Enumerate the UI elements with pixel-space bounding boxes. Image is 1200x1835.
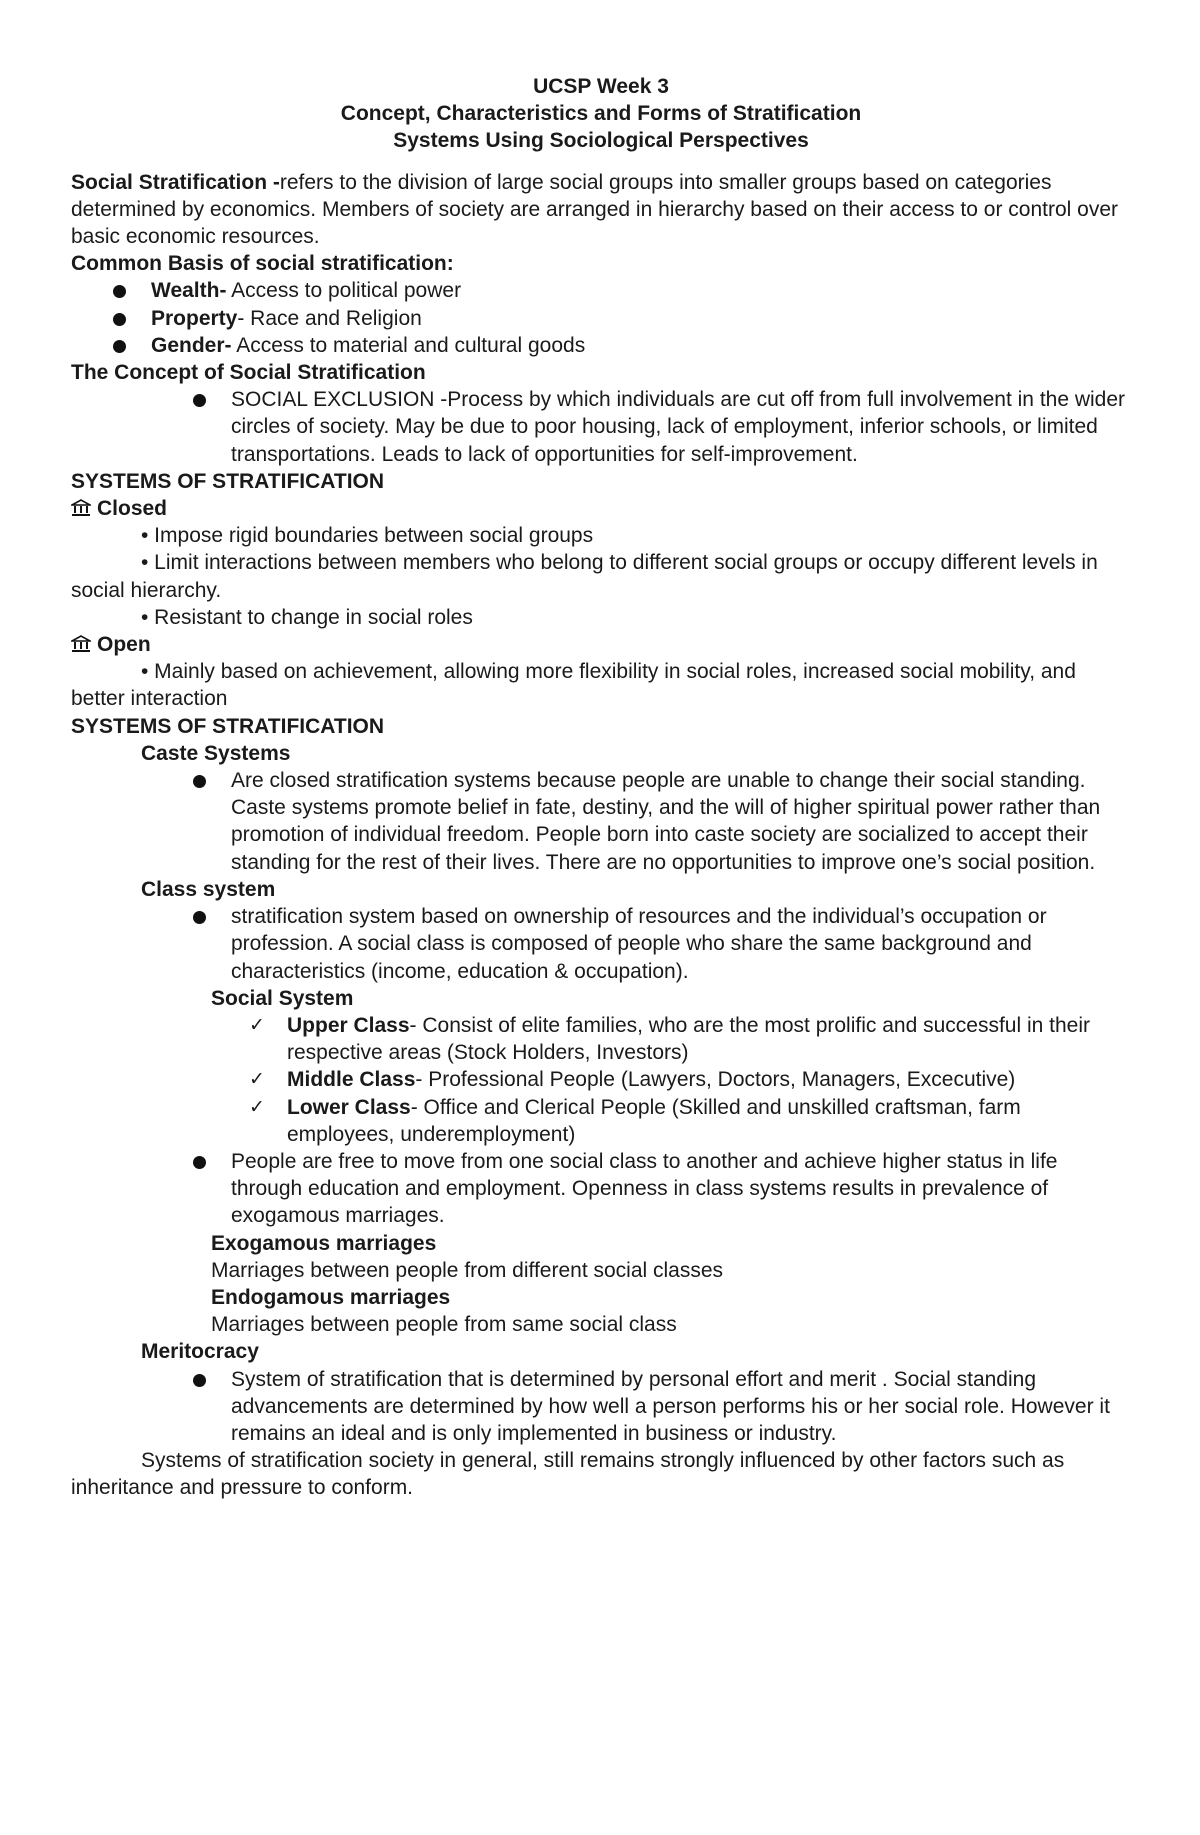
caste-list <box>71 767 1131 876</box>
document-page <box>71 73 1131 1502</box>
basis-term: Gender- <box>151 333 232 357</box>
closed-item: • Impose rigid boundaries between social groups <box>141 524 594 548</box>
list-item <box>71 903 1131 985</box>
basis-term: Property <box>151 306 238 330</box>
list-item <box>71 767 1131 876</box>
class-description: - Professional People (Lawyers, Doctors, Managers, Excecutive) <box>415 1068 1016 1092</box>
systems-heading-2: SYSTEMS OF STRATIFICATION <box>71 714 385 738</box>
title-line-1: UCSP Week 3 <box>533 75 669 98</box>
list-item <box>71 332 1131 359</box>
basis-term: Wealth- <box>151 279 227 303</box>
bullet-icon <box>113 285 126 298</box>
social-class-list <box>71 1012 1131 1148</box>
social-system-heading: Social System <box>211 986 354 1010</box>
list-item <box>71 1066 1131 1093</box>
bullet-icon <box>193 394 206 407</box>
checkmark-icon: ✓ <box>249 1068 265 1091</box>
conclusion-paragraph: Systems of stratification society in general, still remains strongly influenced by other factors such as inheritance and pressure to conform. <box>71 1449 1065 1500</box>
concept-text: Process by which individuals are cut off from full involvement in the wider circles of society. May be due to poor housing, lack of employment, inferior schools, or limited transportations. Leads to lack of opportunities for self-improvement. <box>231 388 1126 466</box>
definition-term: Social Stratification - <box>71 170 280 194</box>
definition-paragraph <box>71 169 1131 223</box>
caste-text: Are closed stratification systems because people are unable to change their social standing. Caste systems promote belief in fate, destiny, and the will of higher spiritual power rather than promotion of individual freedom. People born into caste society are socialized to accept their standing for the rest of their lives. There are no opportunities to improve one’s social position. <box>231 769 1101 874</box>
class-heading: Class system <box>141 877 276 901</box>
bank-icon <box>71 635 91 653</box>
endogamous-heading: Endogamous marriages <box>211 1285 451 1309</box>
basis-text: - Race and Religion <box>237 306 422 330</box>
list-item <box>71 386 1131 468</box>
exogamous-text: Marriages between people from different social classes <box>211 1258 724 1282</box>
list-item <box>71 1012 1131 1066</box>
common-basis-list <box>71 277 1131 359</box>
title-line-3: Systems Using Sociological Perspectives <box>393 129 809 153</box>
meritocracy-heading: Meritocracy <box>141 1340 259 1364</box>
list-item <box>71 277 1131 304</box>
basis-text: Access to material and cultural goods <box>231 333 586 357</box>
endogamous-text: Marriages between people from same social class <box>211 1313 677 1337</box>
list-item <box>71 1094 1131 1148</box>
open-label: Open <box>97 633 151 657</box>
class-term: Middle Class <box>287 1068 416 1092</box>
class-term: Upper Class <box>287 1013 410 1037</box>
list-item <box>71 1148 1131 1230</box>
closed-label: Closed <box>97 497 168 521</box>
class-text: stratification system based on ownership of resources and the individual’s occupation or profession. A social class is composed of people who share the same background and characteristics (income, education & occupation). <box>231 905 1047 983</box>
checkmark-icon: ✓ <box>249 1095 265 1118</box>
concept-term: SOCIAL EXCLUSION - <box>231 388 448 412</box>
checkmark-icon: ✓ <box>249 1013 265 1036</box>
concept-list <box>71 386 1131 468</box>
open-item: • Mainly based on achievement, allowing more flexibility in social roles, increased social mobility, and better interaction <box>71 660 1076 711</box>
class-description: - Office and Clerical People (Skilled and unskilled craftsman, farm employees, underemployment) <box>287 1095 1021 1146</box>
class-term: Lower Class <box>287 1095 411 1119</box>
open-heading <box>71 631 1131 658</box>
systems-heading-1: SYSTEMS OF STRATIFICATION <box>71 469 385 493</box>
bullet-icon <box>193 911 206 924</box>
bullet-icon <box>113 313 126 326</box>
bullet-icon <box>193 1156 206 1169</box>
list-item <box>71 1366 1131 1448</box>
mobility-list <box>71 1148 1131 1230</box>
bullet-icon <box>113 340 126 353</box>
document-title <box>71 73 1131 155</box>
common-basis-heading: Common Basis of social stratification: <box>71 252 454 276</box>
definition-text-continued: basic economic resources. <box>71 225 320 249</box>
title-line-2: Concept, Characteristics and Forms of Stratification <box>340 102 862 126</box>
bullet-icon <box>193 775 206 788</box>
list-item <box>71 305 1131 332</box>
concept-heading: The Concept of Social Stratification <box>71 361 426 385</box>
closed-item: • Limit interactions between members who belong to different social groups or occupy different levels in social hierarchy. <box>71 551 1098 602</box>
meritocracy-text: System of stratification that is determined by personal effort and merit . Social standing advancements are determined by how well a person performs his or her social role. However it remains an ideal and is only implemented in business or industry. <box>231 1367 1110 1445</box>
meritocracy-list <box>71 1366 1131 1448</box>
caste-heading: Caste Systems <box>141 741 291 765</box>
mobility-text: People are free to move from one social class to another and achieve higher status in life through education and employment. Openness in class systems results in prevalence of exogamous marriages. <box>231 1149 1058 1228</box>
closed-item: • Resistant to change in social roles <box>141 605 473 629</box>
basis-text: Access to political power <box>226 279 462 303</box>
closed-heading <box>71 495 1131 522</box>
bank-icon <box>71 499 91 517</box>
exogamous-heading: Exogamous marriages <box>211 1231 437 1255</box>
class-description: - Consist of elite families, who are the most prolific and successful in their respective areas (Stock Holders, Investors) <box>287 1013 1090 1065</box>
definition-text: refers to the division of large social groups into smaller groups based on categories determined by economics. Members of society are arranged in hierarchy based on their access to or control over <box>71 170 1119 221</box>
class-list <box>71 903 1131 985</box>
bullet-icon <box>193 1374 206 1387</box>
